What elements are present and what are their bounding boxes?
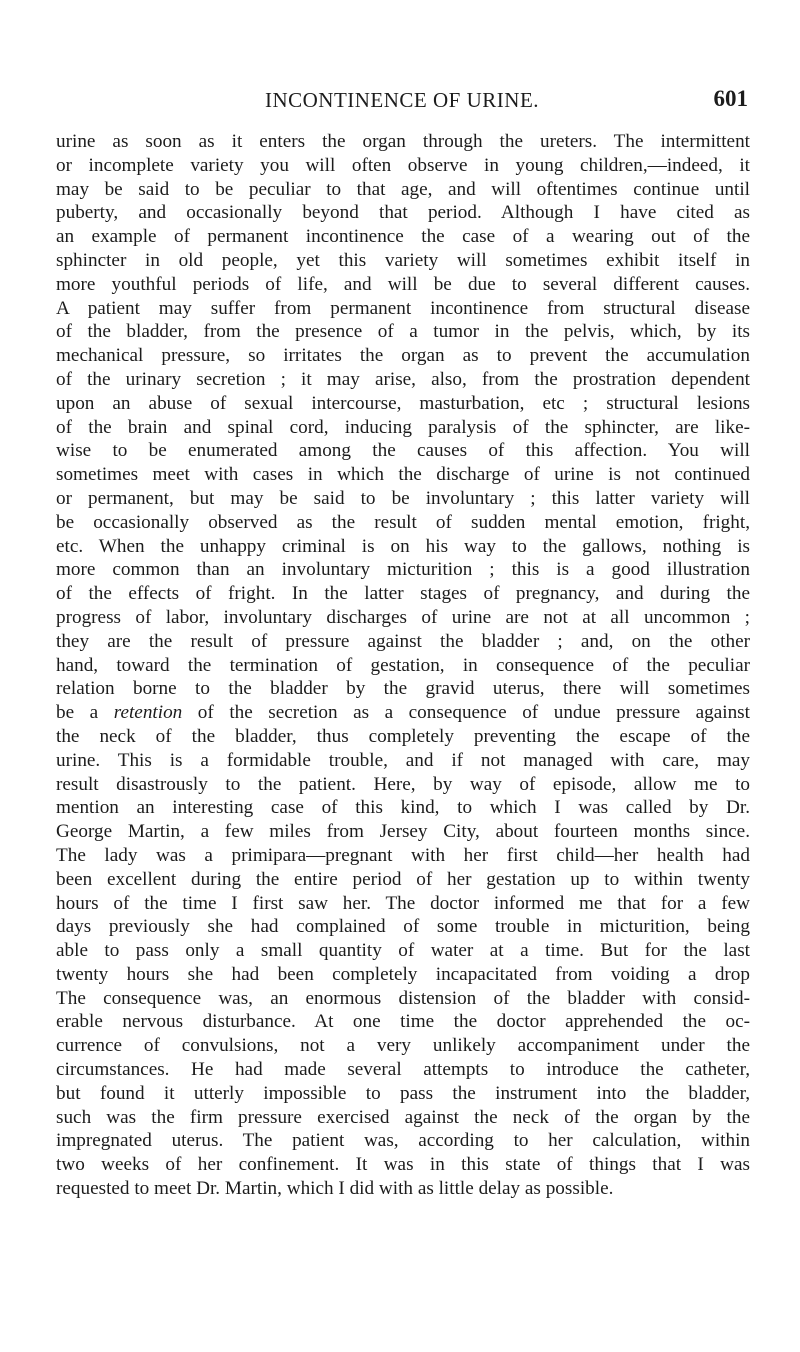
text-line: sometimes meet with cases in which the discharge of urine is not continued [56, 464, 750, 486]
text-line: The consequence was, an enormous distension of the bladder with consid- [56, 987, 750, 1009]
text-line: mention an interesting case of this kind, to which I was called by Dr. [56, 797, 750, 819]
text-fragment: of the secretion as a consequence of undue pressure against [182, 702, 750, 724]
text-line: progress of labor, involuntary discharges of urine are not at all uncommon ; [56, 606, 750, 628]
text-line: A patient may suffer from permanent incontinence from structural disease [56, 297, 750, 319]
text-line: two weeks of her confinement. It was in this state of things that I was [56, 1154, 750, 1176]
text-line: urine as soon as it enters the organ through the ureters. The intermittent [56, 131, 750, 152]
text-line: hand, toward the termination of gestation, in consequence of the peculiar [56, 654, 750, 676]
text-line: or permanent, but may be said to be involuntary ; this latter variety will [56, 487, 750, 509]
text-line: etc. When the unhappy criminal is on his way to the gallows, nothing is [56, 535, 750, 557]
text-line: hours of the time I first saw her. The doctor informed me that for a few [56, 892, 750, 914]
running-head [56, 88, 748, 118]
text-line: sphincter in old people, yet this variety will sometimes exhibit itself in [56, 249, 750, 271]
text-line: or incomplete variety you will often observe in young children,—indeed, it [56, 154, 750, 176]
text-line: requested to meet Dr. Martin, which I did with as little delay as possible. [56, 1178, 614, 1200]
text-line: of the effects of fright. In the latter stages of pregnancy, and during the [56, 583, 750, 605]
text-line: George Martin, a few miles from Jersey City, about fourteen months since. [56, 821, 750, 843]
text-line: of the brain and spinal cord, inducing paralysis of the sphincter, are like- [56, 416, 750, 438]
text-line: be occasionally observed as the result of sudden mental emotion, fright, [56, 511, 750, 533]
text-fragment: be a [56, 702, 114, 724]
text-line: able to pass only a small quantity of water at a time. But for the last [56, 940, 750, 962]
text-line: The lady was a primipara—pregnant with her first child—her health had [56, 844, 750, 866]
running-title: INCONTINENCE OF URINE. [264, 88, 540, 112]
text-line: currence of convulsions, not a very unlikely accompaniment under the [56, 1035, 750, 1057]
text-line: the neck of the bladder, thus completely preventing the escape of the [56, 725, 750, 747]
text-line: of the bladder, from the presence of a tumor in the pelvis, which, by its [56, 321, 750, 343]
italic-word-retention: retention [113, 702, 183, 724]
text-line: they are the result of pressure against the bladder ; and, on the other [56, 630, 750, 652]
text-line: more youthful periods of life, and will be due to several different causes. [56, 273, 750, 295]
text-line: wise to be enumerated among the causes of this affection. You will [56, 440, 750, 462]
text-line: of the urinary secretion ; it may arise, also, from the prostration dependent [56, 368, 750, 390]
text-line: upon an abuse of sexual intercourse, masturbation, etc ; structural lesions [56, 392, 750, 414]
body-text [56, 130, 750, 1201]
text-line: circumstances. He had made several attempts to introduce the catheter, [56, 1059, 750, 1081]
text-line: result disastrously to the patient. Here, by way of episode, allow me to [56, 773, 750, 795]
text-line: puberty, and occasionally beyond that period. Although I have cited as [56, 202, 750, 224]
text-line: but found it utterly impossible to pass the instrument into the bladder, [56, 1082, 750, 1104]
text-line-with-italic [56, 701, 750, 725]
text-line: an example of permanent incontinence the case of a wearing out of the [56, 226, 750, 248]
text-line: days previously she had complained of some trouble in micturition, being [56, 916, 750, 938]
page-number: 601 [713, 86, 748, 111]
text-line: may be said to be peculiar to that age, and will oftentimes continue until [56, 178, 750, 200]
text-line: impregnated uterus. The patient was, according to her calculation, within [56, 1130, 750, 1152]
text-line: urine. This is a formidable trouble, and if not managed with care, may [56, 749, 750, 771]
text-line: relation borne to the bladder by the gravid uterus, there will sometimes [56, 678, 750, 700]
text-line: twenty hours she had been completely incapacitated from voiding a drop [56, 963, 750, 985]
text-line: been excellent during the entire period of her gestation up to within twenty [56, 868, 750, 890]
text-line: erable nervous disturbance. At one time the doctor apprehended the oc- [56, 1011, 750, 1033]
text-line: such was the firm pressure exercised against the neck of the organ by the [56, 1106, 750, 1128]
text-line: mechanical pressure, so irritates the organ as to prevent the accumulation [56, 345, 750, 367]
text-line: more common than an involuntary micturition ; this is a good illustration [56, 559, 750, 581]
